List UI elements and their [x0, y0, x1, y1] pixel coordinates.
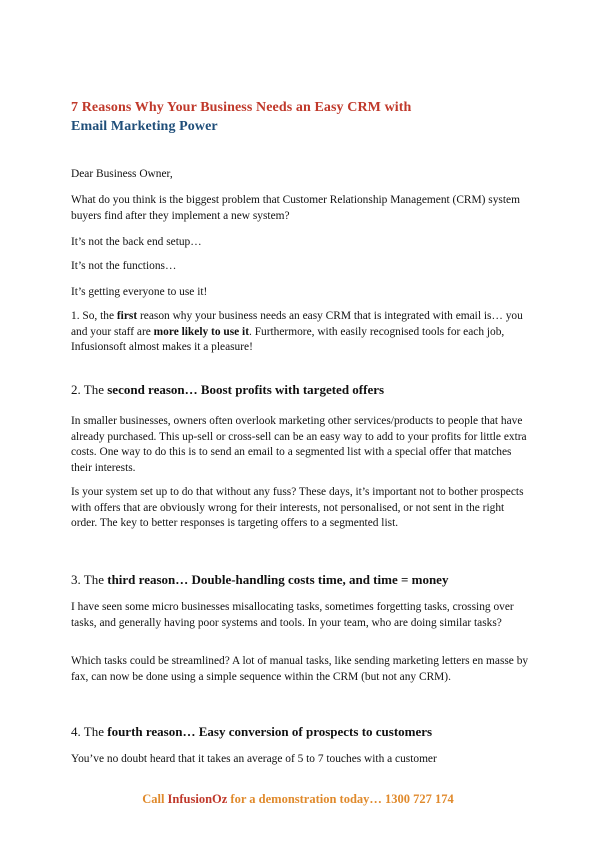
section-3-title: third reason… Double-handling costs time, and time = money — [107, 572, 449, 587]
intro-paragraph: What do you think is the biggest problem that Customer Relationship Management (CRM) system buyers find after they implement a new system? — [71, 194, 520, 222]
reason-1-paragraph — [71, 309, 531, 356]
reason-1-first: first — [116, 310, 138, 322]
footer-pre: Call — [142, 792, 168, 806]
reason-1-e: . Furthermore, with easily recognised tools for each job, Infusionsoft almost makes it a pleasure! — [71, 325, 505, 354]
section-4-prefix: 4. The — [71, 724, 108, 739]
section-4-title: fourth reason… Easy conversion of prospects to customers — [107, 724, 433, 739]
line-functions: It’s not the functions… — [71, 260, 177, 272]
line-getting: It’s getting everyone to use it! — [71, 286, 208, 298]
greeting: Dear Business Owner, — [71, 168, 173, 180]
section-3-prefix: 3. The — [71, 572, 108, 587]
footer-brand: InfusionOz — [167, 792, 228, 806]
section-2-title: second reason… Boost profits with targeted offers — [107, 382, 385, 397]
section-2-paragraph-1: In smaller businesses, owners often overlook marketing other services/products to people that have already purchased. This up-sell or cross-sell can be an easy way to add to your profits for little extra costs. One way to do this is to send an email to a segmented list with a special offer that matches their interests. — [71, 415, 527, 474]
section-3-paragraph-1: I have seen some micro businesses misallocating tasks, sometimes forgetting tasks, crossing over tasks, and generally having poor systems and tools. In your team, who are doing similar tasks? — [71, 601, 514, 629]
title-line-1: 7 Reasons Why Your Business Needs an Easy CRM with — [71, 100, 412, 115]
section-4-heading — [71, 724, 541, 740]
section-4-paragraph-1: You’ve no doubt heard that it takes an average of 5 to 7 touches with a customer — [71, 753, 437, 765]
footer-post: for a demonstration today… 1300 727 174 — [227, 792, 454, 806]
section-2-heading — [71, 382, 541, 398]
title-line-2: Email Marketing Power — [71, 119, 218, 134]
section-2-paragraph-2: Is your system set up to do that without any fuss? These days, it’s important not to bother prospects with offers that are obviously wrong for their interests, not personalised, or not sent in the right order. The key to better responses is targeting offers to a segmented list. — [71, 486, 524, 530]
reason-1-a: 1. So, the — [71, 310, 117, 322]
section-2-prefix: 2. The — [71, 382, 108, 397]
reason-1-c: reason why your business needs an easy CRM that is integrated with email is… you and your staff are — [71, 310, 523, 338]
section-3-paragraph-2: Which tasks could be streamlined? A lot of manual tasks, like sending marketing letters en masse by fax, can now be done using a simple sequence within the CRM (but not any CRM). — [71, 655, 529, 683]
line-backend: It’s not the back end setup… — [71, 236, 202, 248]
reason-1-more-likely: more likely to use it — [153, 325, 249, 338]
section-3-heading — [71, 572, 541, 588]
footer-call-to-action — [0, 792, 596, 807]
